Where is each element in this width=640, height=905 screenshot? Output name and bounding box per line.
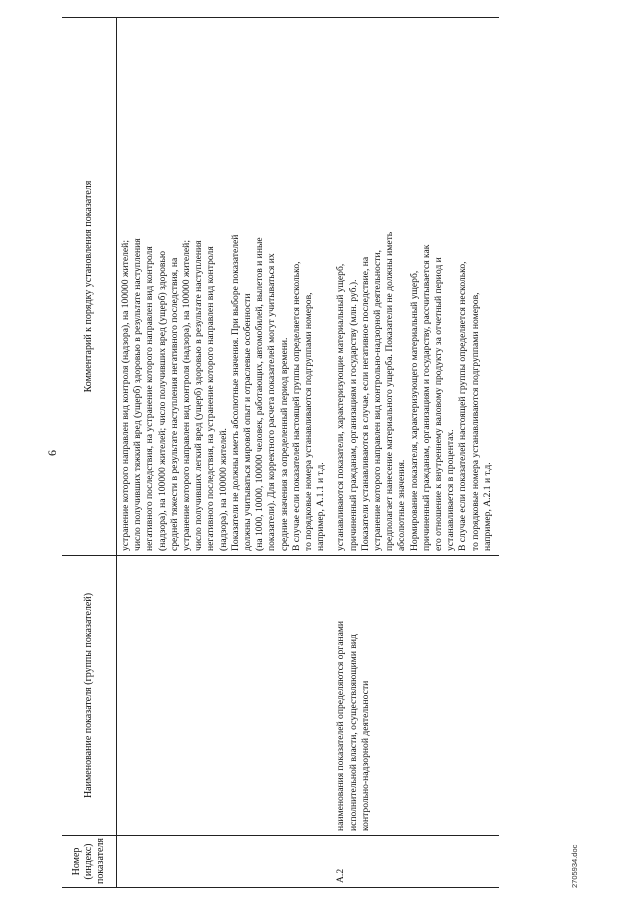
page-number: 6 (45, 450, 59, 456)
text-line: должны учитываться мировой опыт и отраслевые особенности (242, 293, 254, 551)
table-row (332, 18, 499, 888)
text-line: Показатели не должны иметь абсолютные значения. При выборе показателей (229, 234, 241, 551)
text-line: негативного последствия, на устранение которого направлен вид контроля (144, 246, 156, 551)
text-line: устранение которого направлен вид контроля (надзора), на 100000 жителей; (120, 240, 131, 551)
table-row (117, 18, 333, 888)
table-header-row (62, 18, 117, 888)
text-line: средней тяжести в результате наступления негативного последствия, на (168, 257, 180, 551)
text-line: (на 1000, 10000, 100000 человек, работающих, автомобилей, вылетов и иные (254, 237, 266, 551)
text-line: (надзора), на 100000 жителей; число получивших вред (ущерб) здоровью (156, 251, 168, 551)
cell-comment (332, 18, 499, 556)
header-name: Наименование показателя (группы показателей) (62, 556, 117, 836)
text-line: негативного последствия, на устранение которого направлен вид контроля (205, 246, 217, 551)
cell-name (332, 556, 499, 836)
text-line: показатели). Для корректного расчета показателей могут учитываться их (266, 253, 278, 551)
text-line: средние значения за определенный период времени. (278, 337, 290, 551)
text-line: причиненный гражданам, организациям и государству (млн. руб.). (347, 279, 359, 551)
text-line: абсолютные значения. (396, 459, 408, 551)
text-line: его отношение к внутреннему валовому продукту за отчетный период и (433, 257, 445, 551)
header-number: Номер (индекс) показателя (62, 836, 117, 888)
cell-comment (117, 18, 333, 556)
text-line: устанавливается в процентах. (445, 429, 457, 551)
cell-number: А.2 (332, 836, 499, 888)
text-line: число получивших тяжкий вред (ущерб) здоровью в результате наступления (132, 238, 144, 551)
text-line: Показатели устанавливаются в случае, если негативное последствие, на (359, 256, 371, 551)
text-line: например, А.2.1 и т.д. (481, 462, 493, 551)
document-page (30, 18, 610, 888)
text-line: устранение которого направлен вид контрольно-надзорной деятельности, (372, 250, 384, 551)
table-body (117, 18, 500, 888)
text-line: причиненный гражданам, организациям и государству, рассчитывается как (420, 244, 432, 551)
text-line: например, А.1.1 и т.д. (315, 462, 327, 551)
text-line: (надзора), на 100000 жителей. (217, 428, 229, 551)
file-name-footer: 2705934.doc (570, 844, 579, 888)
cell-name (117, 556, 333, 836)
text-line: то порядковые номера устанавливаются подгруппами номеров, (303, 292, 315, 551)
text-line: наименования показателей определяются органами (335, 620, 347, 831)
text-line: предполагает нанесение материального ущерба. Показатели не должны иметь (384, 231, 396, 551)
cell-number (117, 836, 333, 888)
text-line: число получивших легкий вред (ущерб) здоровью в результате наступления (193, 240, 205, 551)
text-line: исполнительной власти, осуществляющими вид (347, 634, 359, 831)
text-line: В случае если показателей настоящей группы определяется несколько, (290, 261, 302, 551)
indicators-table (62, 17, 499, 888)
text-line: устанавливаются показатели, характеризующие материальный ущерб, (335, 263, 347, 551)
text-line: то порядковые номера устанавливаются подгруппами номеров, (469, 292, 481, 551)
text-line: Нормирование показателя, характеризующего материальный ущерб, (408, 270, 420, 551)
text-line: контрольно-надзорной деятельности (359, 680, 371, 831)
header-comment: Комментарий к порядку установления показателя (62, 18, 117, 556)
text-line: В случае если показателей настоящей группы определяется несколько, (457, 261, 469, 551)
text-line: устранение которого направлен вид контроля (надзора), на 100000 жителей; (181, 240, 193, 551)
